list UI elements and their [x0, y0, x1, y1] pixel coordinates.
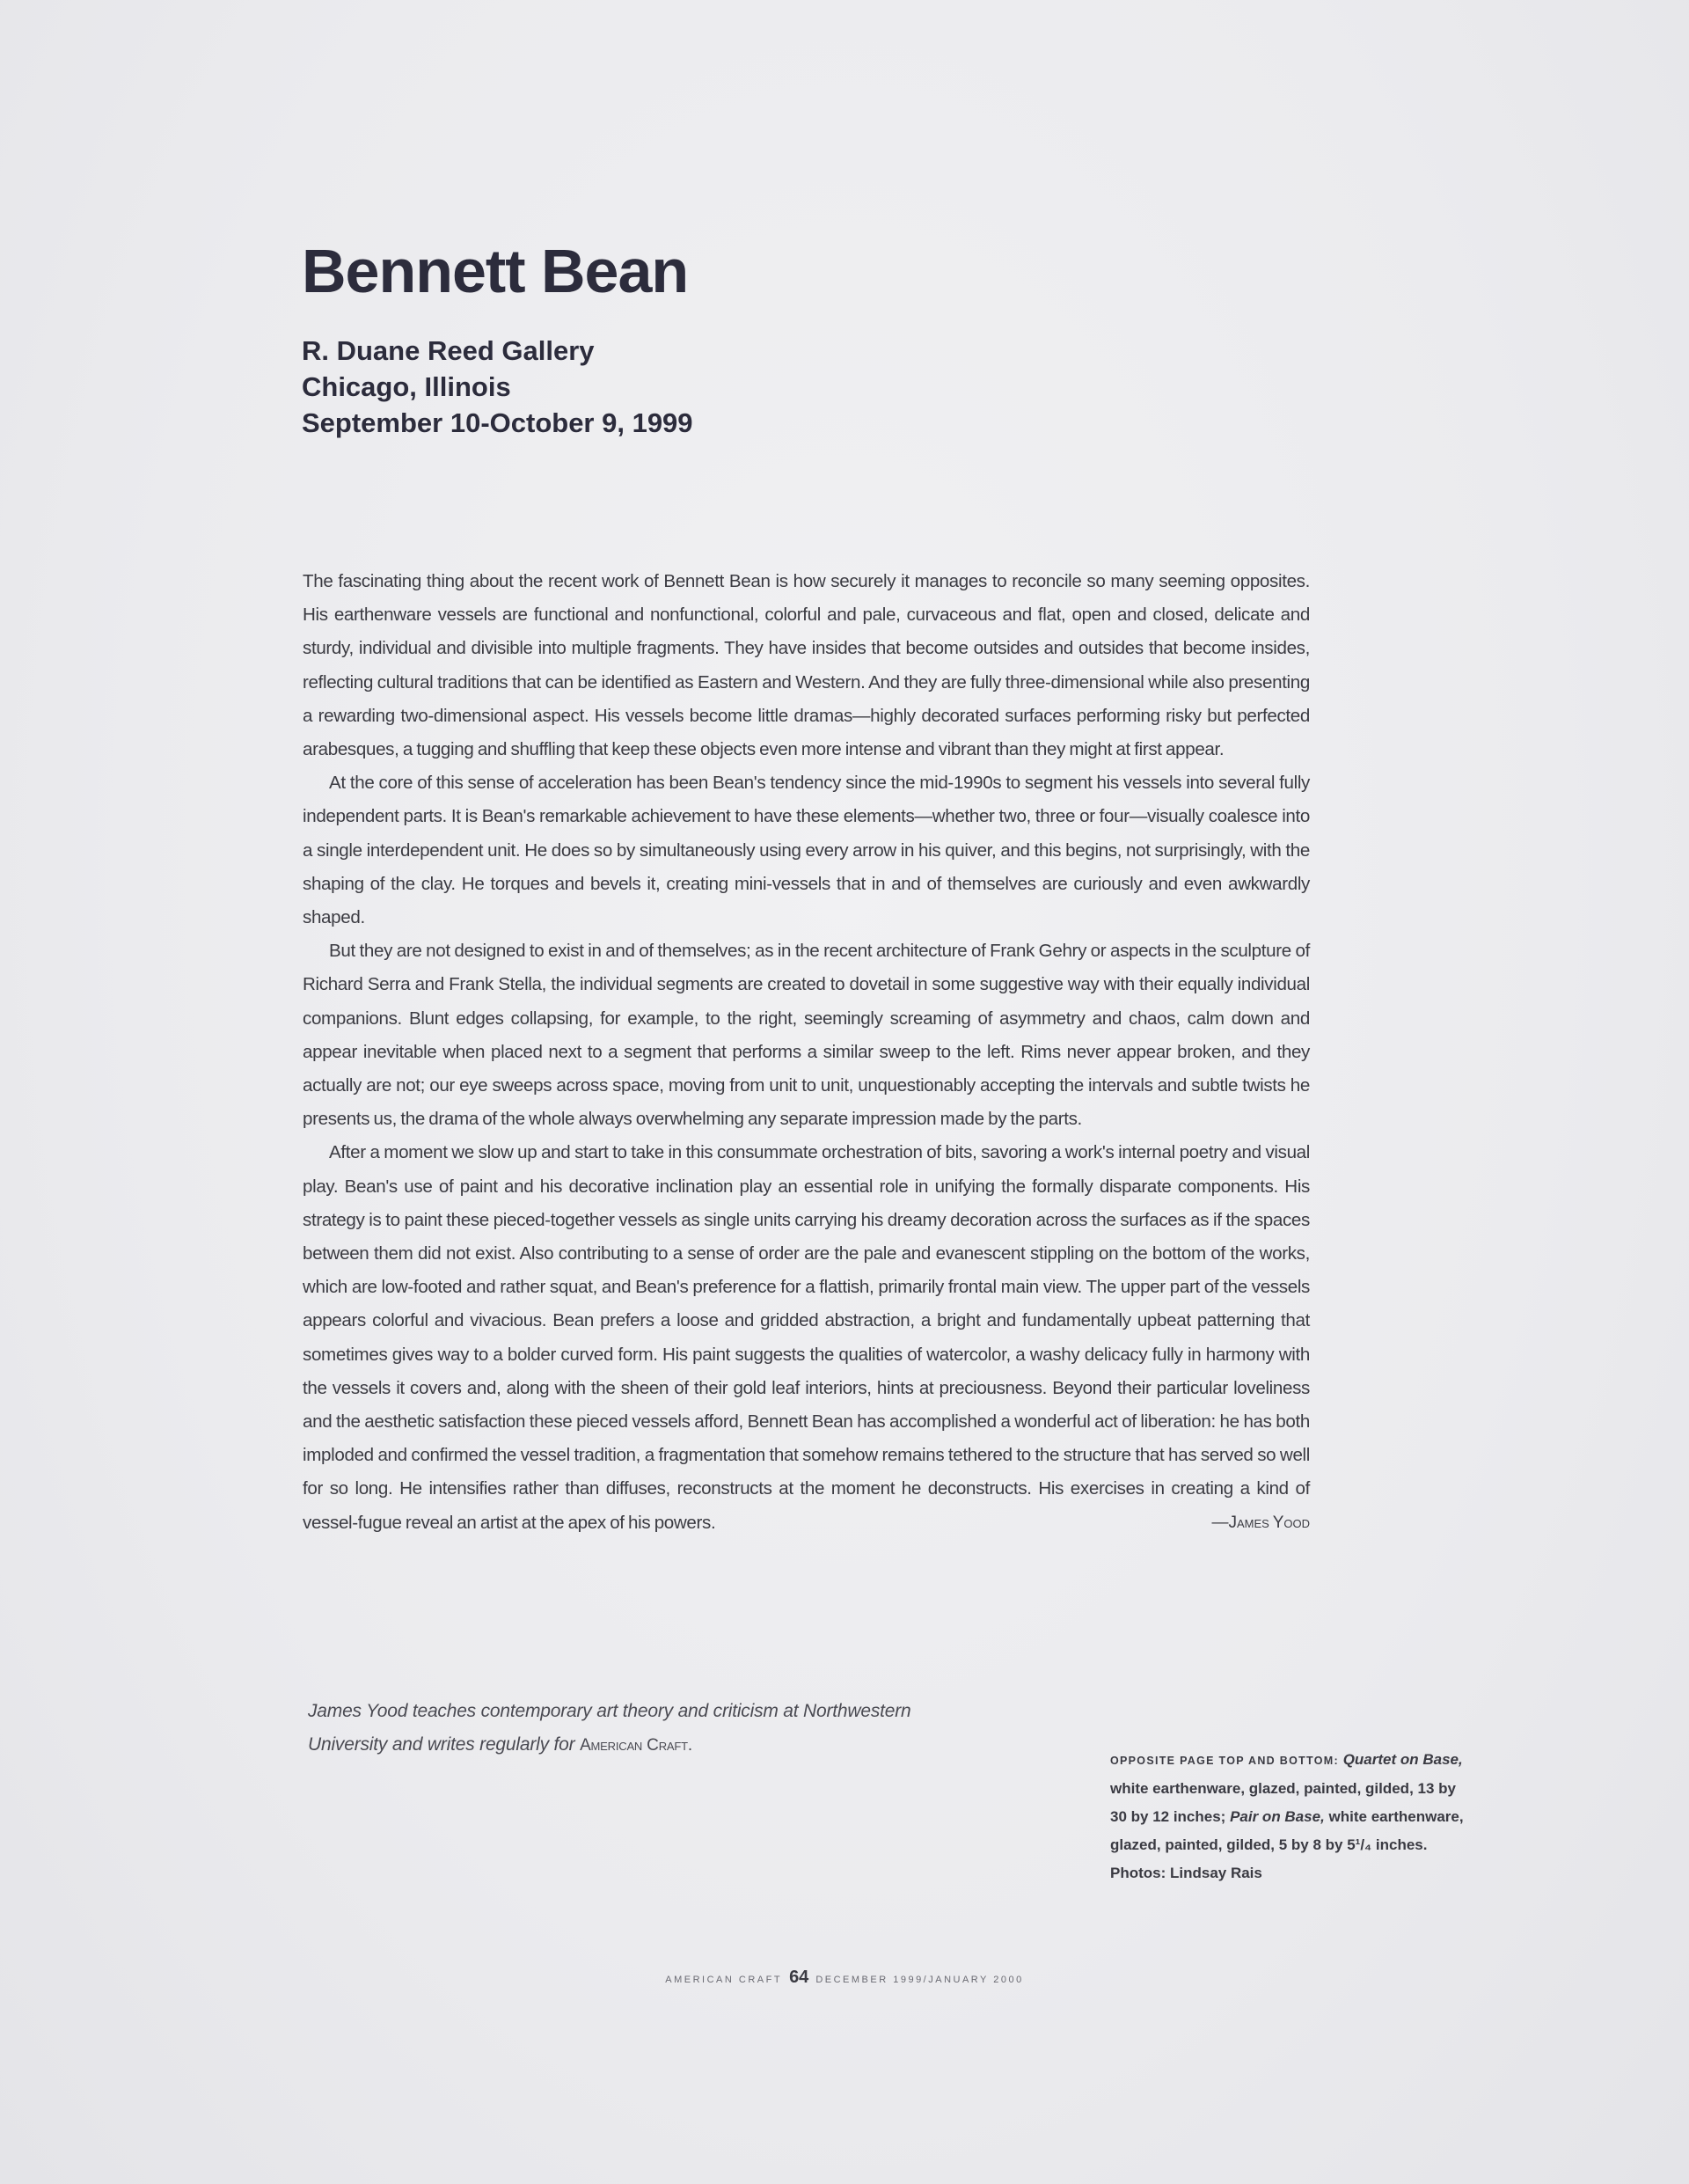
photo-caption [1110, 1746, 1466, 1887]
footer-magazine: AMERICAN CRAFT [665, 1975, 783, 1985]
author-byline: —James Yood [1211, 1513, 1310, 1532]
body-paragraph-final [303, 1136, 1310, 1539]
footer-issue: DECEMBER 1999/JANUARY 2000 [815, 1975, 1024, 1985]
caption-work-description: white earthenware, glazed, painted, gilded, 13 by 30 by 12 inches; [1110, 1780, 1456, 1825]
page-footer [0, 1968, 1689, 1988]
body-paragraph-text: After a moment we slow up and start to take in this consummate orchestration of bits, savoring a work's internal poetry and visual play. Bean's use of paint and his decorative inclination play an essential role in unifying the formally disparate components. His strategy is to paint these pieced-together vessels as single units carrying his dreamy decoration across the surfaces as if the spaces between them did not exist. Also contributing to a sense of order are the pale and evanescent stippling on the bottom of the works, which are low-footed and rather squat, and Bean's preference for a flattish, primarily frontal main view. The upper part of the vessels appears colorful and vivacious. Bean prefers a loose and gridded abstraction, a bright and fundamentally upbeat patterning that sometimes gives way to a bolder curved form. His paint suggests the qualities of watercolor, a washy delicacy fully in harmony with the vessels it covers and, along with the sheen of their gold leaf interiors, hints at preciousness. Beyond their particular loveliness and the aesthetic satisfaction these pieced vessels afford, Bennett Bean has accomplished a wonderful act of liberation: he has both imploded and confirmed the vessel tradition, a fragmentation that somehow remains tethered to the structure that has served so well for so long. He intensifies rather than diffuses, reconstructs at the moment he deconstructs. His exercises in creating a kind of vessel-fugue reveal an artist at the apex of his powers. [303, 1142, 1310, 1533]
caption-work-title: Pair on Base, [1230, 1808, 1325, 1825]
caption-work-description: white earthenware, glazed, painted, gilded, 5 by 8 by 5¹/₄ inches. Photos: Lindsay Rais [1110, 1808, 1464, 1881]
publication-name: American Craft. [580, 1736, 692, 1755]
page-number: 64 [789, 1968, 809, 1987]
body-paragraph: At the core of this sense of acceleration has been Bean's tendency since the mid-1990s to segment his vessels into several fully independent parts. It is Bean's remarkable achievement to have these elements—whether two, three or four—visually coalesce into a single interdependent unit. He does so by simultaneously using every arrow in his quiver, and this begins, not surprisingly, with the shaping of the clay. He torques and bevels it, creating mini-vessels that in and of themselves are curiously and even awkwardly shaped. [303, 773, 1310, 928]
body-paragraph: But they are not designed to exist in and of themselves; as in the recent architecture of Frank Gehry or aspects in the sculpture of Richard Serra and Frank Stella, the individual segments are created to dovetail in some suggestive way with their equally individual companions. Blunt edges collapsing, for example, to the right, seemingly screaming of asymmetry and chaos, calm down and appear inevitable when placed next to a segment that performs a similar sweep to the left. Rims never appear broken, and they actually are not; our eye sweeps across space, moving from unit to unit, unquestionably accepting the intervals and subtle twists he presents us, the drama of the whole always overwhelming any separate impression made by the parts. [303, 941, 1310, 1130]
body-paragraph: The fascinating thing about the recent work of Bennett Bean is how securely it manages to reconcile so many seeming opposites. His earthenware vessels are functional and nonfunctional, colorful and pale, curvaceous and flat, open and closed, delicate and sturdy, individual and divisible into multiple fragments. They have insides that become outsides and outsides that become insides, reflecting cultural traditions that can be identified as Eastern and Western. And they are fully three-dimensional while also presenting a rewarding two-dimensional aspect. His vessels become little dramas—highly decorated surfaces performing risky but perfected arabesques, a tugging and shuffling that keep these objects even more intense and vibrant than they might at first appear. [303, 571, 1310, 760]
caption-lead: OPPOSITE PAGE TOP AND BOTTOM: [1110, 1755, 1339, 1767]
gallery-name: R. Duane Reed Gallery [302, 335, 595, 366]
caption-work-title: Quartet on Base, [1342, 1751, 1463, 1768]
article-body [303, 565, 1310, 1540]
exhibition-info [302, 333, 693, 441]
article-title: Bennett Bean [302, 237, 689, 305]
author-bio-text: James Yood teaches contemporary art theory and criticism at Northwestern University and writes regularly for [308, 1701, 911, 1755]
exhibition-dates: September 10-October 9, 1999 [302, 407, 693, 438]
gallery-location: Chicago, Illinois [302, 371, 511, 402]
author-bio [308, 1695, 994, 1763]
